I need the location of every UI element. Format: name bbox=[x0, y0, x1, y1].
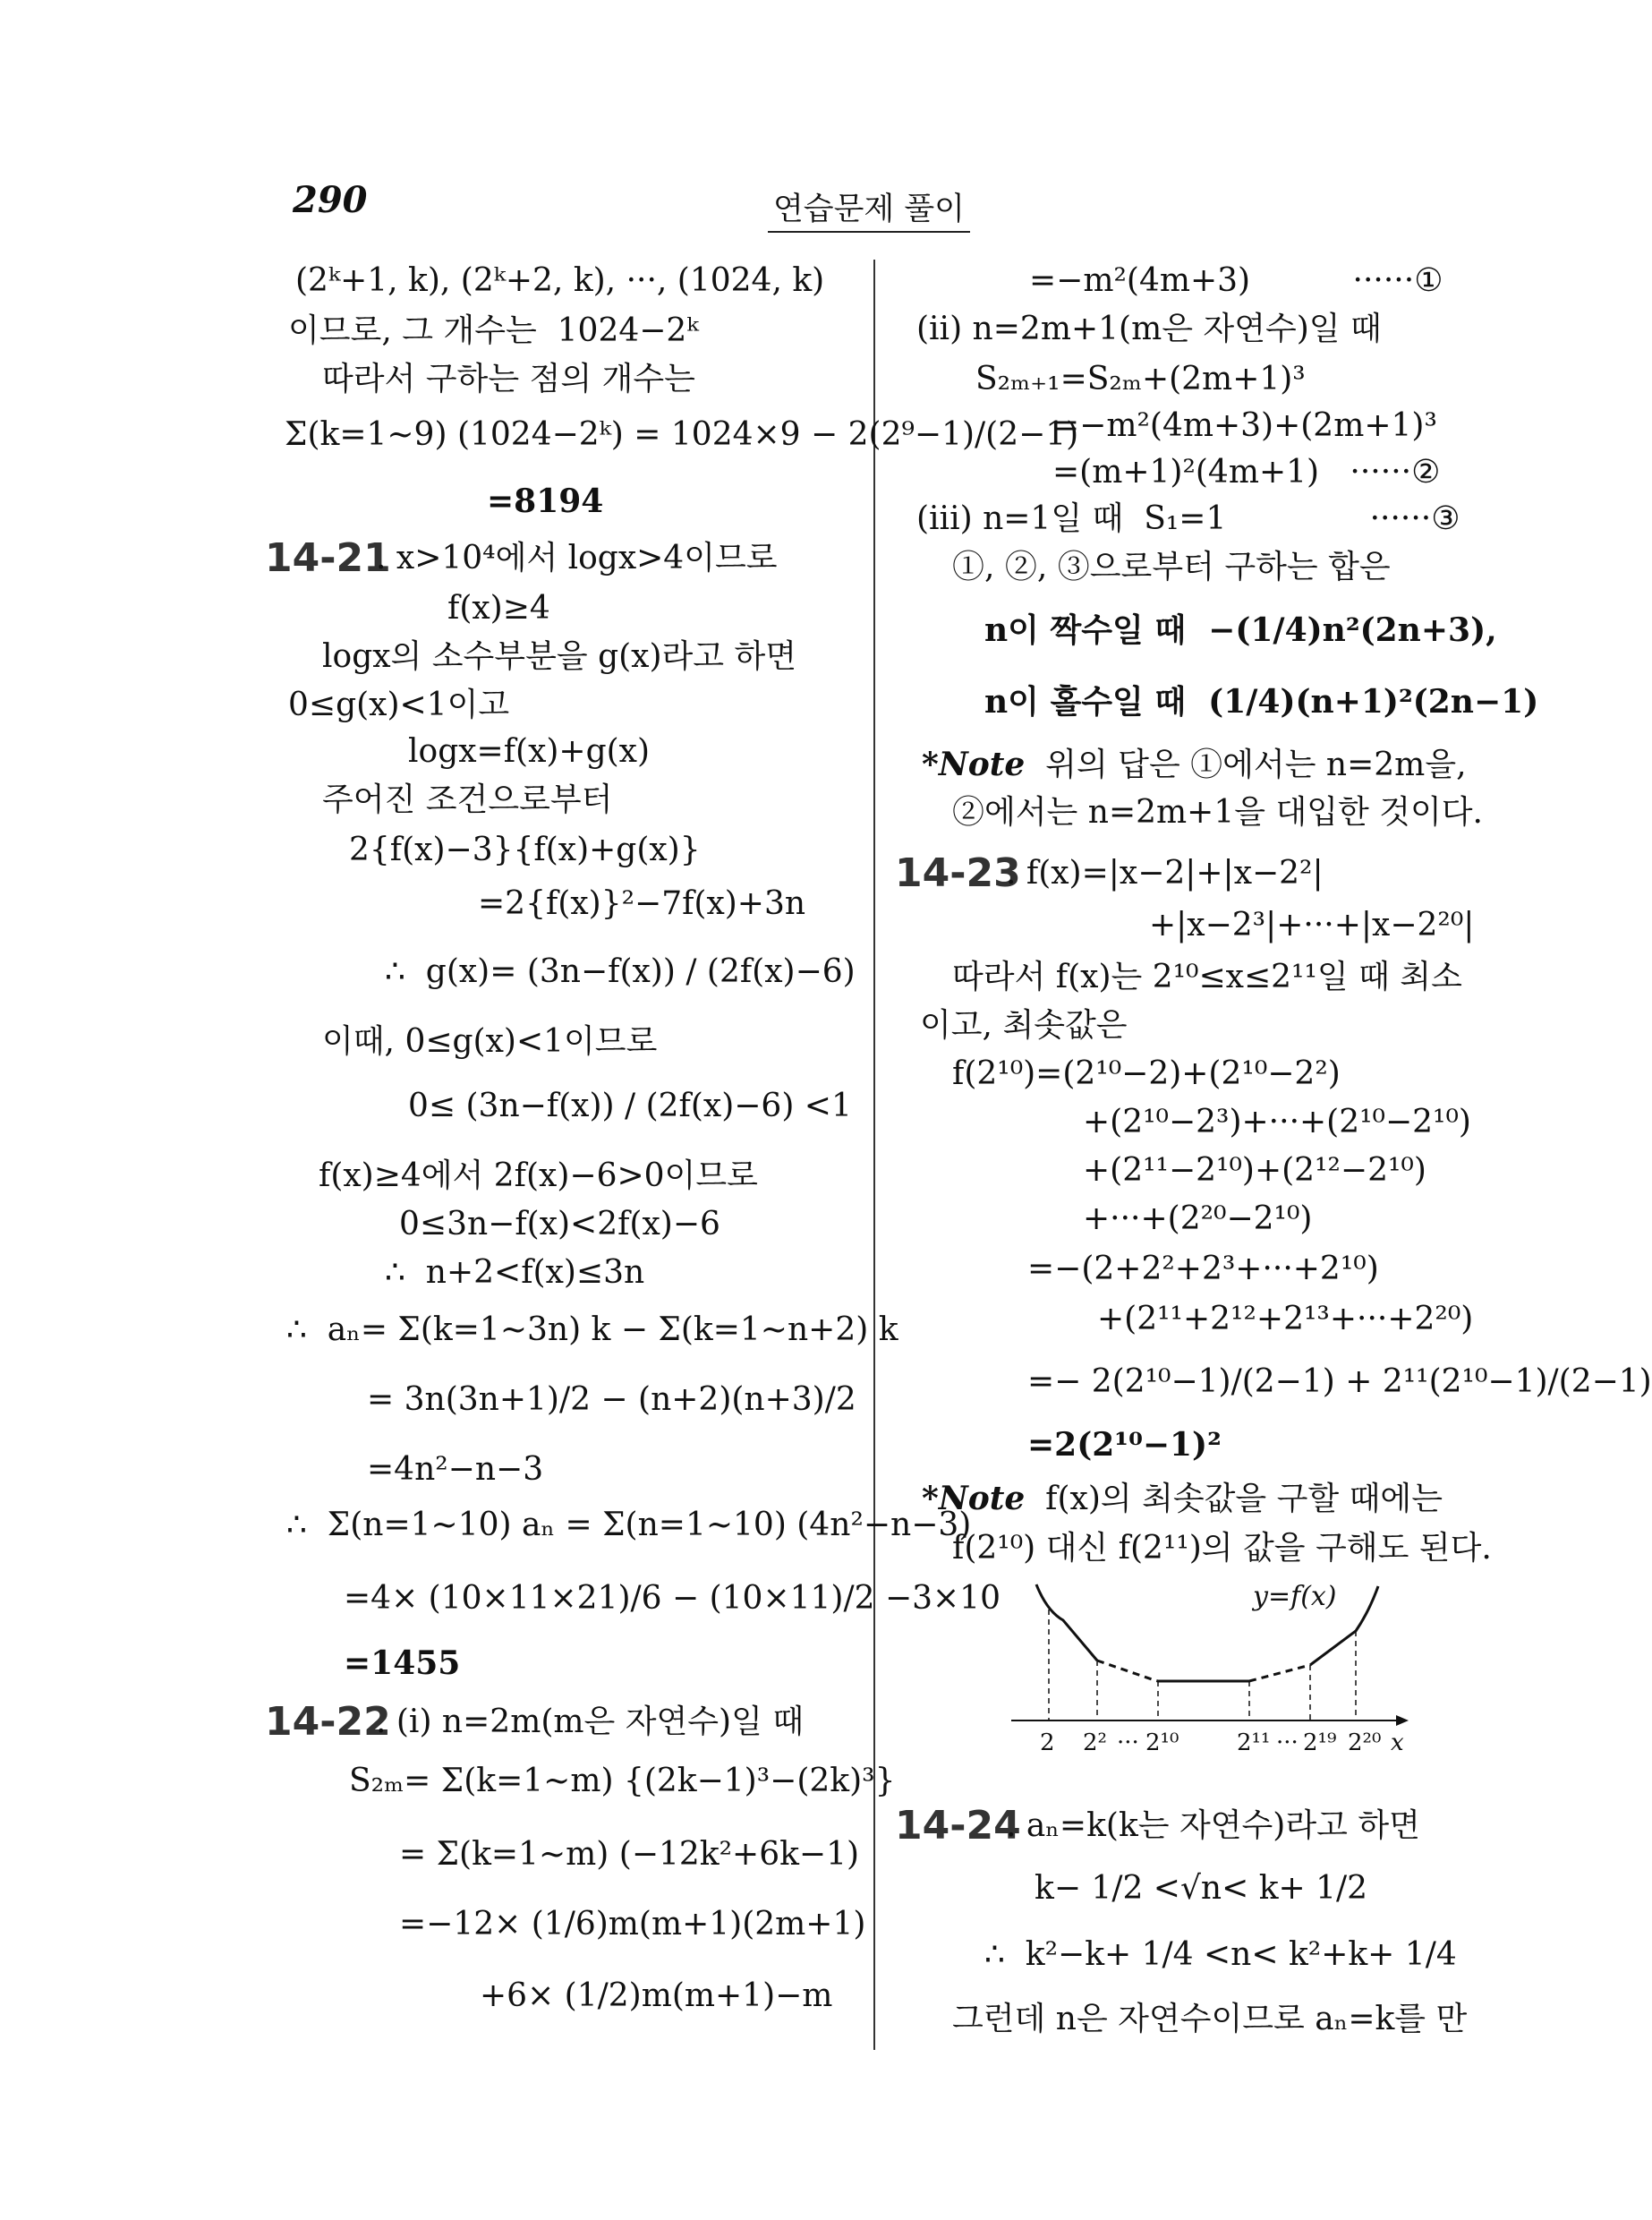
text-line: . (i) n=2m(m은 자연수)일 때 bbox=[376, 1703, 805, 1740]
formula-line: f(x)≥4 bbox=[447, 590, 550, 627]
formula-line: S₂ₘ₊₁=S₂ₘ+(2m+1)³ bbox=[975, 361, 1306, 397]
formula-line: +|x−2³|+···+|x−2²⁰| bbox=[1149, 907, 1475, 944]
formula-line: =4× (10×11×21)/6 − (10×11)/2 −3×10 bbox=[344, 1580, 1001, 1617]
text-line: ①, ②, ③으로부터 구하는 합은 bbox=[952, 549, 1391, 585]
formula-line: =− 2(2¹⁰−1)/(2−1) + 2¹¹(2¹⁰−1)/(2−1) bbox=[1027, 1363, 1652, 1400]
text-line: . x>10⁴에서 logx>4이므로 bbox=[376, 540, 778, 576]
text-line: ②에서는 n=2m+1을 대입한 것이다. bbox=[952, 794, 1483, 831]
graph-figure bbox=[1011, 1581, 1432, 1781]
tick-label: 2¹⁹ bbox=[1303, 1729, 1337, 1756]
text-line: (ii) n=2m+1(m은 자연수)일 때 bbox=[916, 311, 1382, 347]
x-axis-arrow bbox=[1396, 1715, 1409, 1726]
problem-label-14-24: 14-24 bbox=[895, 1803, 1021, 1849]
note-line: *Note 위의 답은 ①에서는 n=2m을, bbox=[922, 746, 1467, 783]
formula-line: =−m²(4m+3) ······① bbox=[1029, 262, 1443, 299]
text-line: 그런데 n은 자연수이므로 aₙ=k를 만 bbox=[952, 2001, 1468, 2037]
answer-line: =8194 bbox=[487, 482, 604, 520]
formula-line: 2{f(x)−3}{f(x)+g(x)} bbox=[349, 832, 701, 868]
tick-label: 2¹¹ bbox=[1237, 1729, 1271, 1756]
formula-line: 0≤ (3n−f(x)) / (2f(x)−6) <1 bbox=[408, 1088, 852, 1124]
page-number: 290 bbox=[293, 179, 368, 221]
text-line: . aₙ=k(k는 자연수)라고 하면 bbox=[1006, 1807, 1420, 1844]
formula-line: 0≤3n−f(x)<2f(x)−6 bbox=[399, 1206, 720, 1242]
formula-line: +···+(2²⁰−2¹⁰) bbox=[1083, 1200, 1313, 1237]
formula-line: ∴ Σ(n=1~10) aₙ = Σ(n=1~10) (4n²−n−3) bbox=[286, 1507, 972, 1543]
formula-line: Σ(k=1~9) (1024−2ᵏ) = 1024×9 − 2(2⁹−1)/(2−1) bbox=[285, 416, 1079, 453]
curve-label: y=f(x) bbox=[1253, 1581, 1337, 1612]
problem-label-14-21: 14-21 bbox=[265, 535, 391, 581]
text-line: 따라서 구하는 점의 개수는 bbox=[322, 361, 695, 397]
formula-line: = 3n(3n+1)/2 − (n+2)(n+3)/2 bbox=[367, 1381, 856, 1418]
text-line: 주어진 조건으로부터 bbox=[322, 781, 613, 818]
formula-line: +(2¹¹−2¹⁰)+(2¹²−2¹⁰) bbox=[1083, 1152, 1426, 1189]
tick-label: ··· bbox=[1117, 1729, 1139, 1756]
text-line: 따라서 f(x)는 2¹⁰≤x≤2¹¹일 때 최소 bbox=[952, 959, 1462, 995]
problem-label-14-22: 14-22 bbox=[265, 1699, 391, 1745]
curve-left bbox=[1036, 1584, 1097, 1661]
tick-label: ··· bbox=[1276, 1729, 1299, 1756]
formula-line: ∴ k²−k+ 1/4 <n< k²+k+ 1/4 bbox=[984, 1936, 1457, 1973]
formula-line: =−(2+2²+2³+···+2¹⁰) bbox=[1027, 1251, 1379, 1287]
text-line: 0≤g(x)<1이고 bbox=[288, 687, 510, 723]
text-line: 이고, 최솟값은 bbox=[920, 1007, 1128, 1044]
tick-label: 2 bbox=[1040, 1729, 1055, 1756]
formula-line: ∴ n+2<f(x)≤3n bbox=[385, 1254, 645, 1291]
formula-line: k− 1/2 <√n< k+ 1/2 bbox=[1035, 1870, 1368, 1907]
answer-line: =2(2¹⁰−1)² bbox=[1027, 1426, 1222, 1464]
tick-label: 2²⁰ bbox=[1348, 1729, 1382, 1756]
curve-dashed-left bbox=[1097, 1661, 1158, 1681]
formula-line: =(m+1)²(4m+1) ······② bbox=[1052, 454, 1441, 491]
formula-line: ∴ aₙ= Σ(k=1~3n) k − Σ(k=1~n+2) k bbox=[286, 1311, 898, 1348]
tick-label: 2¹⁰ bbox=[1145, 1729, 1179, 1756]
answer-line: n이 짝수일 때 −(1/4)n²(2n+3), bbox=[984, 611, 1497, 649]
text-line: f(x)≥4에서 2f(x)−6>0이므로 bbox=[319, 1157, 758, 1194]
note-line: *Note f(x)의 최솟값을 구할 때에는 bbox=[922, 1480, 1443, 1517]
page-title: 연습문제 풀이 bbox=[768, 184, 970, 233]
formula-line: f(2¹⁰)=(2¹⁰−2)+(2¹⁰−2²) bbox=[952, 1055, 1341, 1092]
formula-line: +6× (1/2)m(m+1)−m bbox=[480, 1977, 833, 2014]
text-line: f(2¹⁰) 대신 f(2¹¹)의 값을 구해도 된다. bbox=[952, 1530, 1492, 1567]
formula-line: +(2¹¹+2¹²+2¹³+···+2²⁰) bbox=[1097, 1301, 1474, 1337]
formula-line: logx=f(x)+g(x) bbox=[408, 733, 651, 770]
text-line: 이때, 0≤g(x)<1이므로 bbox=[322, 1023, 658, 1060]
curve-dashed-right bbox=[1249, 1665, 1310, 1681]
formula-line: . f(x)=|x−2|+|x−2²| bbox=[1006, 855, 1324, 892]
tick-label: 2² bbox=[1083, 1729, 1107, 1756]
formula-line: S₂ₘ= Σ(k=1~m) {(2k−1)³−(2k)³} bbox=[349, 1763, 896, 1799]
formula-line: = Σ(k=1~m) (−12k²+6k−1) bbox=[399, 1836, 860, 1873]
answer-line: =1455 bbox=[344, 1644, 461, 1682]
problem-label-14-23: 14-23 bbox=[895, 850, 1021, 896]
formula-line: +(2¹⁰−2³)+···+(2¹⁰−2¹⁰) bbox=[1083, 1104, 1471, 1140]
formula-line: =4n²−n−3 bbox=[367, 1451, 544, 1488]
formula-line: =−12× (1/6)m(m+1)(2m+1) bbox=[399, 1906, 866, 1942]
formula-line: (iii) n=1일 때 S₁=1 ······③ bbox=[916, 500, 1460, 537]
text-line: (2ᵏ+1, k), (2ᵏ+2, k), ···, (1024, k) bbox=[295, 262, 825, 299]
text-line: logx의 소수부분을 g(x)라고 하면 bbox=[322, 638, 797, 675]
answer-line: n이 홀수일 때 (1/4)(n+1)²(2n−1) bbox=[984, 683, 1539, 721]
formula-line: =−m²(4m+3)+(2m+1)³ bbox=[1052, 407, 1437, 444]
formula-line: ∴ g(x)= (3n−f(x)) / (2f(x)−6) bbox=[385, 953, 856, 990]
text-line: 이므로, 그 개수는 1024−2ᵏ bbox=[288, 312, 699, 349]
formula-line: =2{f(x)}²−7f(x)+3n bbox=[478, 885, 806, 922]
tick-label: x bbox=[1391, 1729, 1404, 1756]
